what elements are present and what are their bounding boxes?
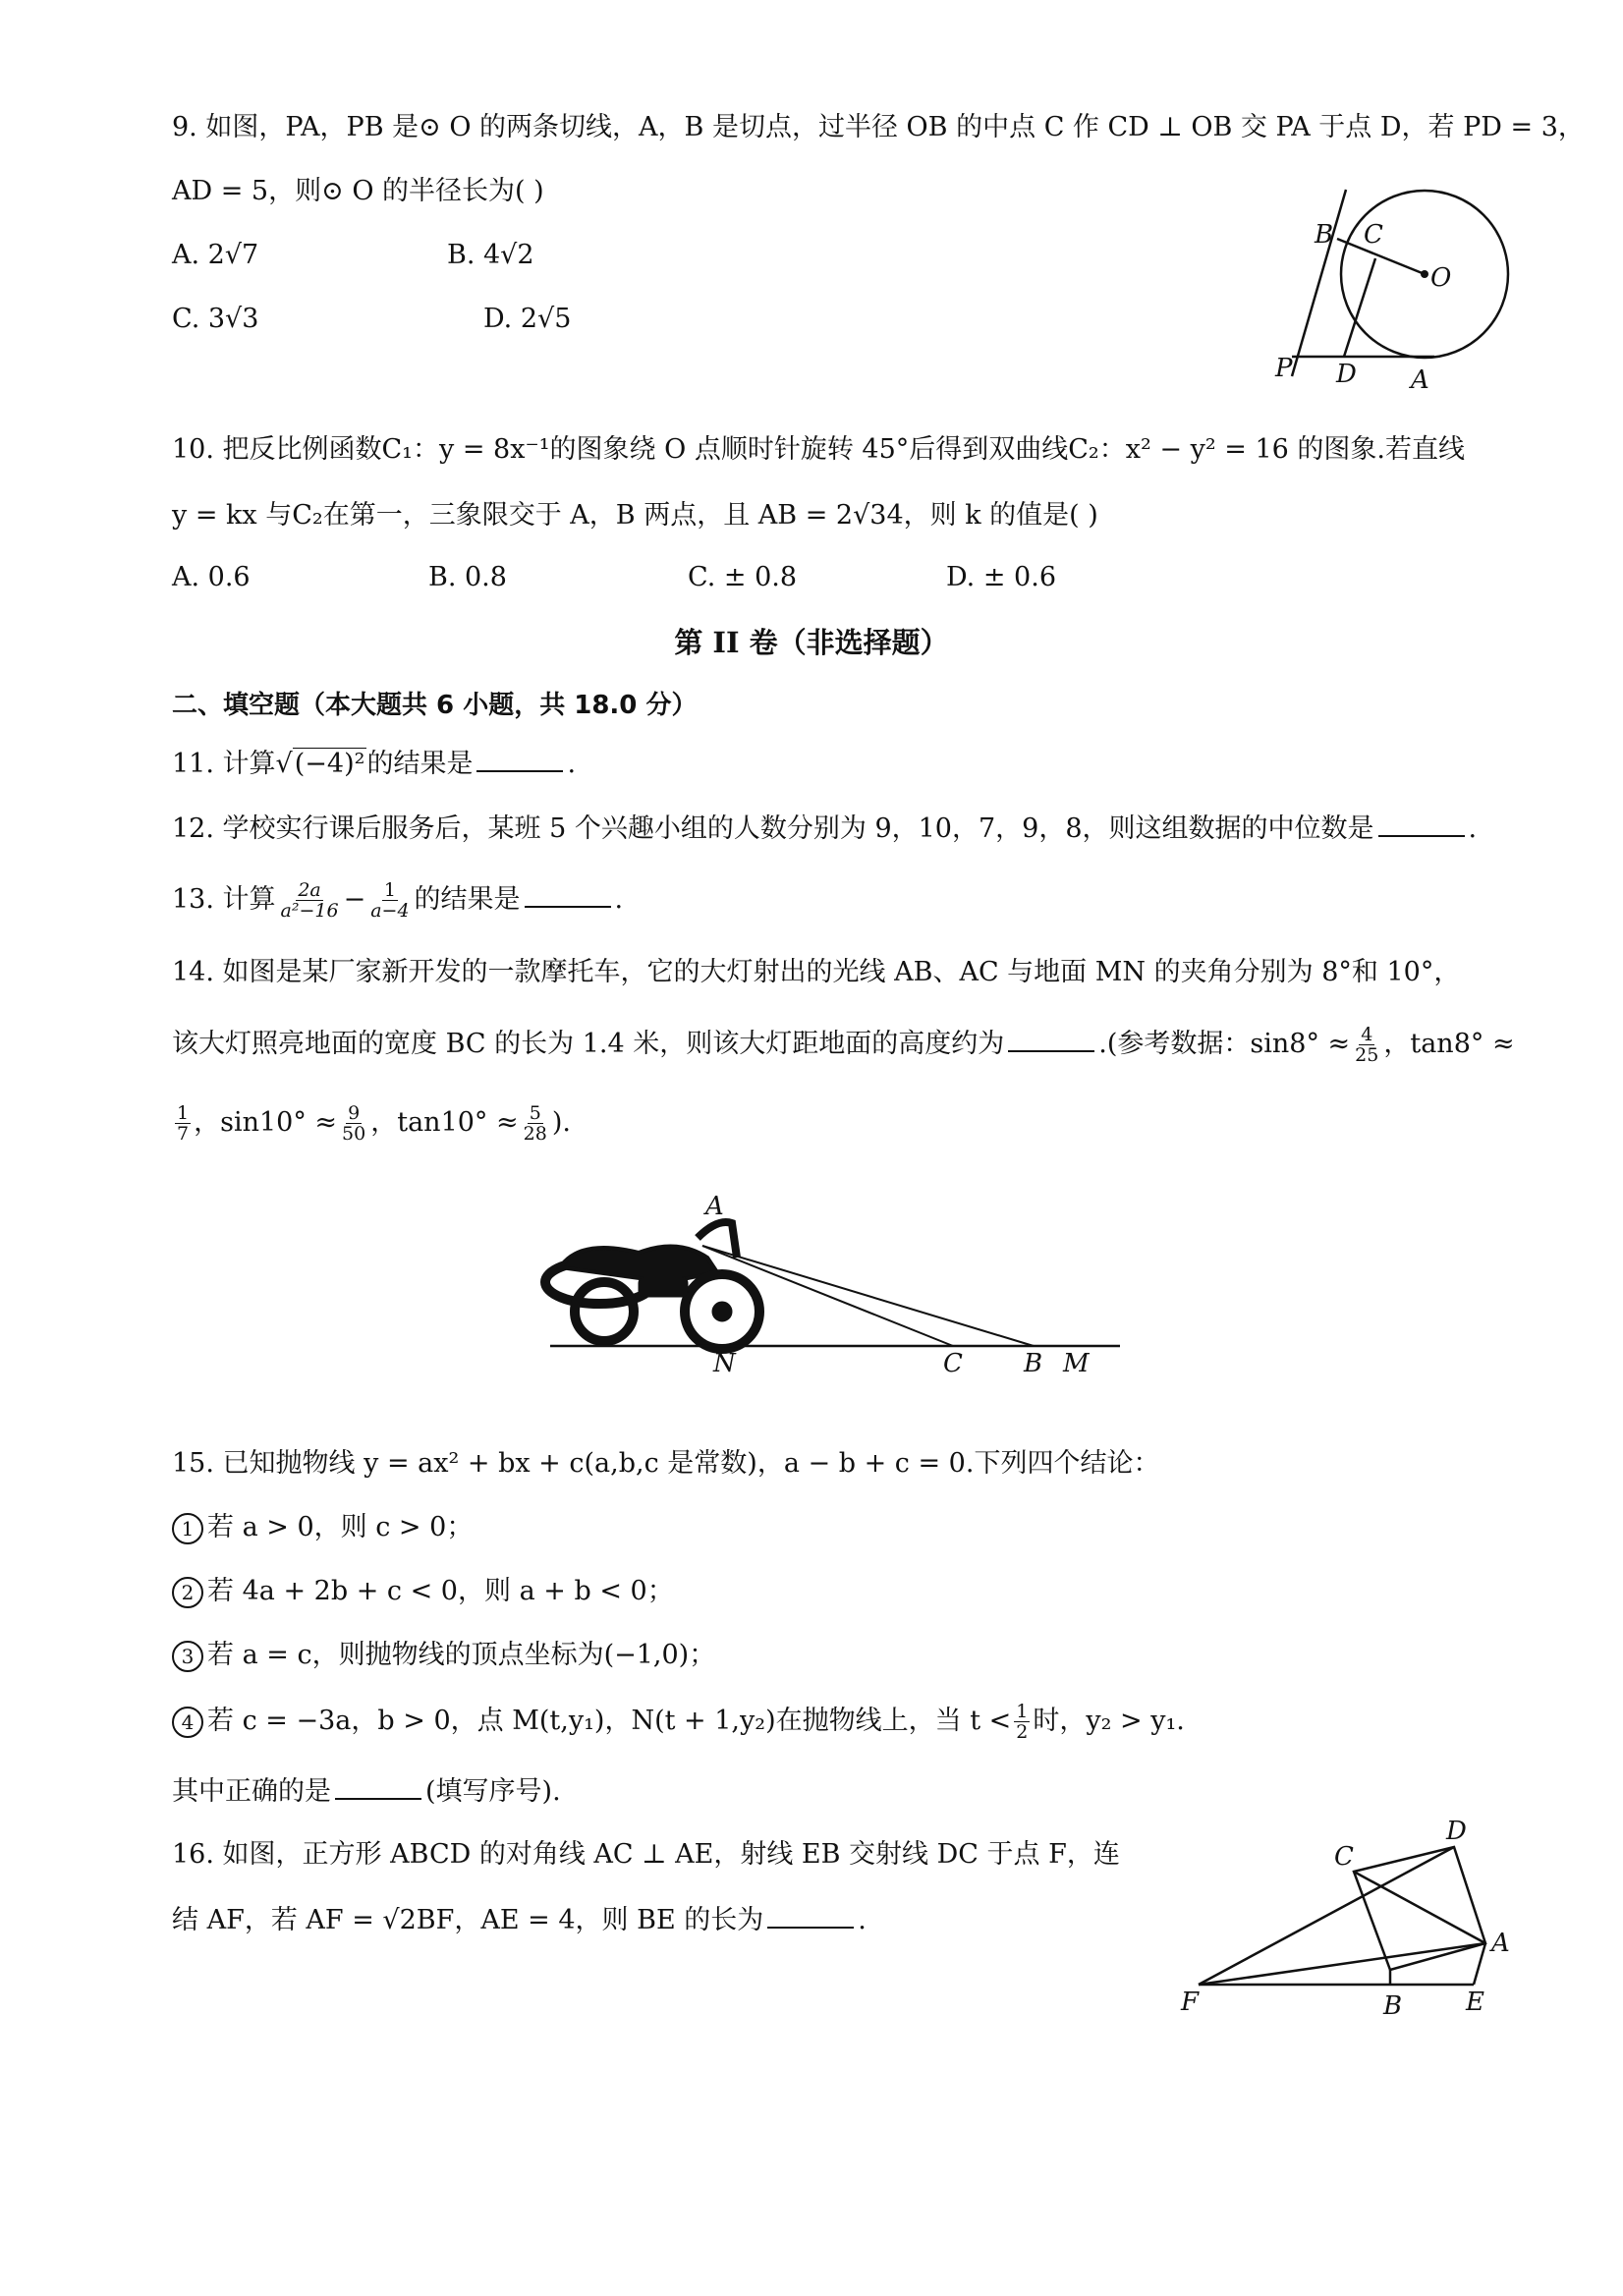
q9-option-c: C. 3√3 <box>172 304 259 334</box>
q14-line1: 14. 如图是某厂家新开发的一款摩托车，它的大灯射出的光线 AB、AC 与地面 MN 的夹角分别为 8°和 10°， <box>172 957 1461 987</box>
label-n: N <box>713 1349 736 1375</box>
section2-heading: 二、填空题（本大题共 6 小题，共 18.0 分） <box>172 691 698 720</box>
q9-option-d: D. 2√5 <box>483 304 572 334</box>
label-a: A <box>1491 1929 1510 1958</box>
q9-figure <box>1238 172 1533 408</box>
q13-f1-den: a²−16 <box>280 900 339 922</box>
q14-line3-c: ). <box>551 1107 571 1138</box>
q14-figure <box>521 1179 1130 1375</box>
q11-end: . <box>567 749 577 779</box>
q12 <box>172 810 1477 849</box>
q15-answer <box>172 1772 561 1812</box>
q13-suffix: 的结果是 <box>414 884 521 915</box>
q15-c2-text: 若 4a + 2b + c < 0，则 a + b < 0； <box>207 1576 674 1606</box>
q10-option-d: D. ± 0.6 <box>946 562 1056 592</box>
label-m: M <box>1063 1349 1090 1375</box>
q10-line1: 10. 把反比例函数C₁：y = 8x⁻¹的图象绕 O 点顺时针旋转 45°后得到双曲线C₂：x² − y² = 16 的图象.若直线 <box>172 434 1465 465</box>
q15-c4-b: 时，y₂ > y₁. <box>1033 1706 1185 1736</box>
q9-line2: AD = 5，则⊙ O 的半径长为( ) <box>172 176 544 206</box>
q16-line2 <box>172 1901 867 1940</box>
q13-minus: − <box>343 884 366 915</box>
frac-num: 5 <box>529 1102 541 1124</box>
q15-c1-text: 若 a > 0，则 c > 0； <box>207 1512 474 1542</box>
q16-line1: 16. 如图，正方形 ABCD 的对角线 AC ⊥ AE，射线 EB 交射线 DC 于点 F，连 <box>172 1839 1120 1870</box>
label-c: C <box>943 1349 963 1375</box>
q15-conclusion-1 <box>172 1508 473 1547</box>
q13-fraction-1 <box>279 880 341 921</box>
q15-conclusion-2 <box>172 1572 674 1611</box>
q10-option-b: B. 0.8 <box>428 562 507 592</box>
circled-number-icon: 1 <box>172 1513 203 1544</box>
frac-num: 1 <box>177 1102 190 1124</box>
q10-line2: y = kx 与C₂在第一，三象限交于 A，B 两点，且 AB = 2√34，则 k 的值是( ) <box>172 500 1098 531</box>
q11-suffix: 的结果是 <box>366 749 474 779</box>
q15-c3-text: 若 a = c，则抛物线的顶点坐标为(−1,0)； <box>207 1640 716 1670</box>
q11 <box>172 745 576 784</box>
ray-ac <box>702 1246 953 1346</box>
frac-den: 25 <box>1355 1044 1379 1066</box>
q13-f1-num: 2a <box>298 879 321 901</box>
label-b: B <box>1383 1991 1403 2021</box>
label-p: P <box>1275 354 1293 383</box>
q15-answer-b: (填写序号). <box>425 1776 561 1807</box>
q15-c4-a: 若 c = −3a，b > 0，点 M(t,y₁)，N(t + 1,y₂)在抛物线上，当 t < <box>207 1706 1012 1736</box>
q11-prefix: 11. 计算 <box>172 749 276 779</box>
q14-line3-b: ，tan10° ≈ <box>370 1107 519 1138</box>
q15-frac-half <box>1014 1702 1030 1742</box>
segment-af <box>1199 1943 1485 1985</box>
q9-number: 9. 如图， <box>172 112 286 142</box>
label-a: A <box>705 1192 724 1221</box>
label-b: B <box>1315 220 1334 250</box>
q15-blank <box>335 1772 421 1800</box>
q11-radicand: (−4)² <box>294 749 365 779</box>
label-d: D <box>1336 360 1357 389</box>
q14-line2 <box>172 1025 1515 1065</box>
q16-end: . <box>858 1905 867 1935</box>
q13 <box>172 880 623 921</box>
q12-blank <box>1378 810 1465 837</box>
q11-blank <box>476 745 563 772</box>
q16-line2-a: 结 AF，若 AF = √2BF，AE = 4，则 BE 的长为 <box>172 1905 764 1935</box>
frac-den: 7 <box>177 1123 190 1145</box>
q13-f2-den: a−4 <box>370 900 410 922</box>
part2-title: 第 II 卷（非选择题） <box>674 626 949 659</box>
label-o: O <box>1430 263 1452 293</box>
segment-ae <box>1474 1943 1485 1985</box>
q14-frac-sin8 <box>1353 1025 1380 1065</box>
frac-den: 28 <box>523 1123 547 1145</box>
frac-num: 9 <box>348 1102 361 1124</box>
label-c: C <box>1334 1842 1354 1872</box>
q14-line2-c: ，tan8° ≈ <box>1383 1029 1515 1059</box>
q9-line1 <box>172 108 1585 147</box>
q13-fraction-2 <box>368 880 411 921</box>
q14-line2-a: 该大灯照亮地面的宽度 BC 的长为 1.4 米，则该大灯距地面的高度约为 <box>172 1029 1005 1059</box>
q9-option-a: A. 2√7 <box>172 240 259 270</box>
label-b: B <box>1024 1349 1043 1375</box>
point-o <box>1421 270 1428 278</box>
q15-line1: 15. 已知抛物线 y = ax² + bx + c(a,b,c 是常数)，a − b + c = 0.下列四个结论： <box>172 1448 1160 1479</box>
q12-text: 12. 学校实行课后服务后，某班 5 个兴趣小组的人数分别为 9，10，7，9，8，则这组数据的中位数是 <box>172 813 1374 844</box>
q9-option-b: B. 4√2 <box>447 240 534 270</box>
frac-num: 1 <box>1016 1701 1029 1722</box>
circled-number-icon: 3 <box>172 1641 203 1672</box>
q14-blank <box>1008 1025 1094 1052</box>
frac-den: 2 <box>1016 1721 1029 1743</box>
q13-end: . <box>614 884 624 915</box>
q14-frac-sin10 <box>340 1103 367 1144</box>
q15-conclusion-3 <box>172 1636 715 1675</box>
q9-text: PA，PB 是⊙ O 的两条切线，A，B 是切点，过半径 OB 的中点 C 作 CD ⊥ OB 交 PA 于点 D，若 PD = 3， <box>285 112 1585 142</box>
sqrt-sign-icon: √ <box>275 749 293 779</box>
q10-option-c: C. ± 0.8 <box>688 562 798 592</box>
q14-line3 <box>172 1103 571 1144</box>
q15-conclusion-4 <box>172 1702 1185 1742</box>
frac-num: 4 <box>1361 1024 1373 1045</box>
q14-line2-b: .(参考数据：sin8° ≈ <box>1098 1029 1351 1059</box>
circled-number-icon: 4 <box>172 1707 203 1738</box>
q16-figure <box>1169 1818 1533 2053</box>
q14-frac-tan10 <box>522 1103 549 1144</box>
q13-f2-num: 1 <box>383 879 396 901</box>
motorcycle-icon <box>545 1222 759 1349</box>
label-c: C <box>1364 220 1383 250</box>
q16-blank <box>767 1901 854 1929</box>
q14-frac-tan8 <box>175 1103 191 1144</box>
q14-line3-a: ，sin10° ≈ <box>194 1107 338 1138</box>
label-f: F <box>1181 1988 1200 2017</box>
label-e: E <box>1466 1988 1484 2017</box>
label-a: A <box>1411 365 1429 395</box>
q13-prefix: 13. 计算 <box>172 884 276 915</box>
q15-answer-a: 其中正确的是 <box>172 1776 331 1807</box>
q12-end: . <box>1468 813 1478 844</box>
frac-den: 50 <box>342 1123 366 1145</box>
label-d: D <box>1446 1818 1467 1846</box>
circled-number-icon: 2 <box>172 1577 203 1608</box>
tangent-pb <box>1292 190 1346 376</box>
q13-blank <box>525 880 611 908</box>
q10-option-a: A. 0.6 <box>172 562 251 592</box>
